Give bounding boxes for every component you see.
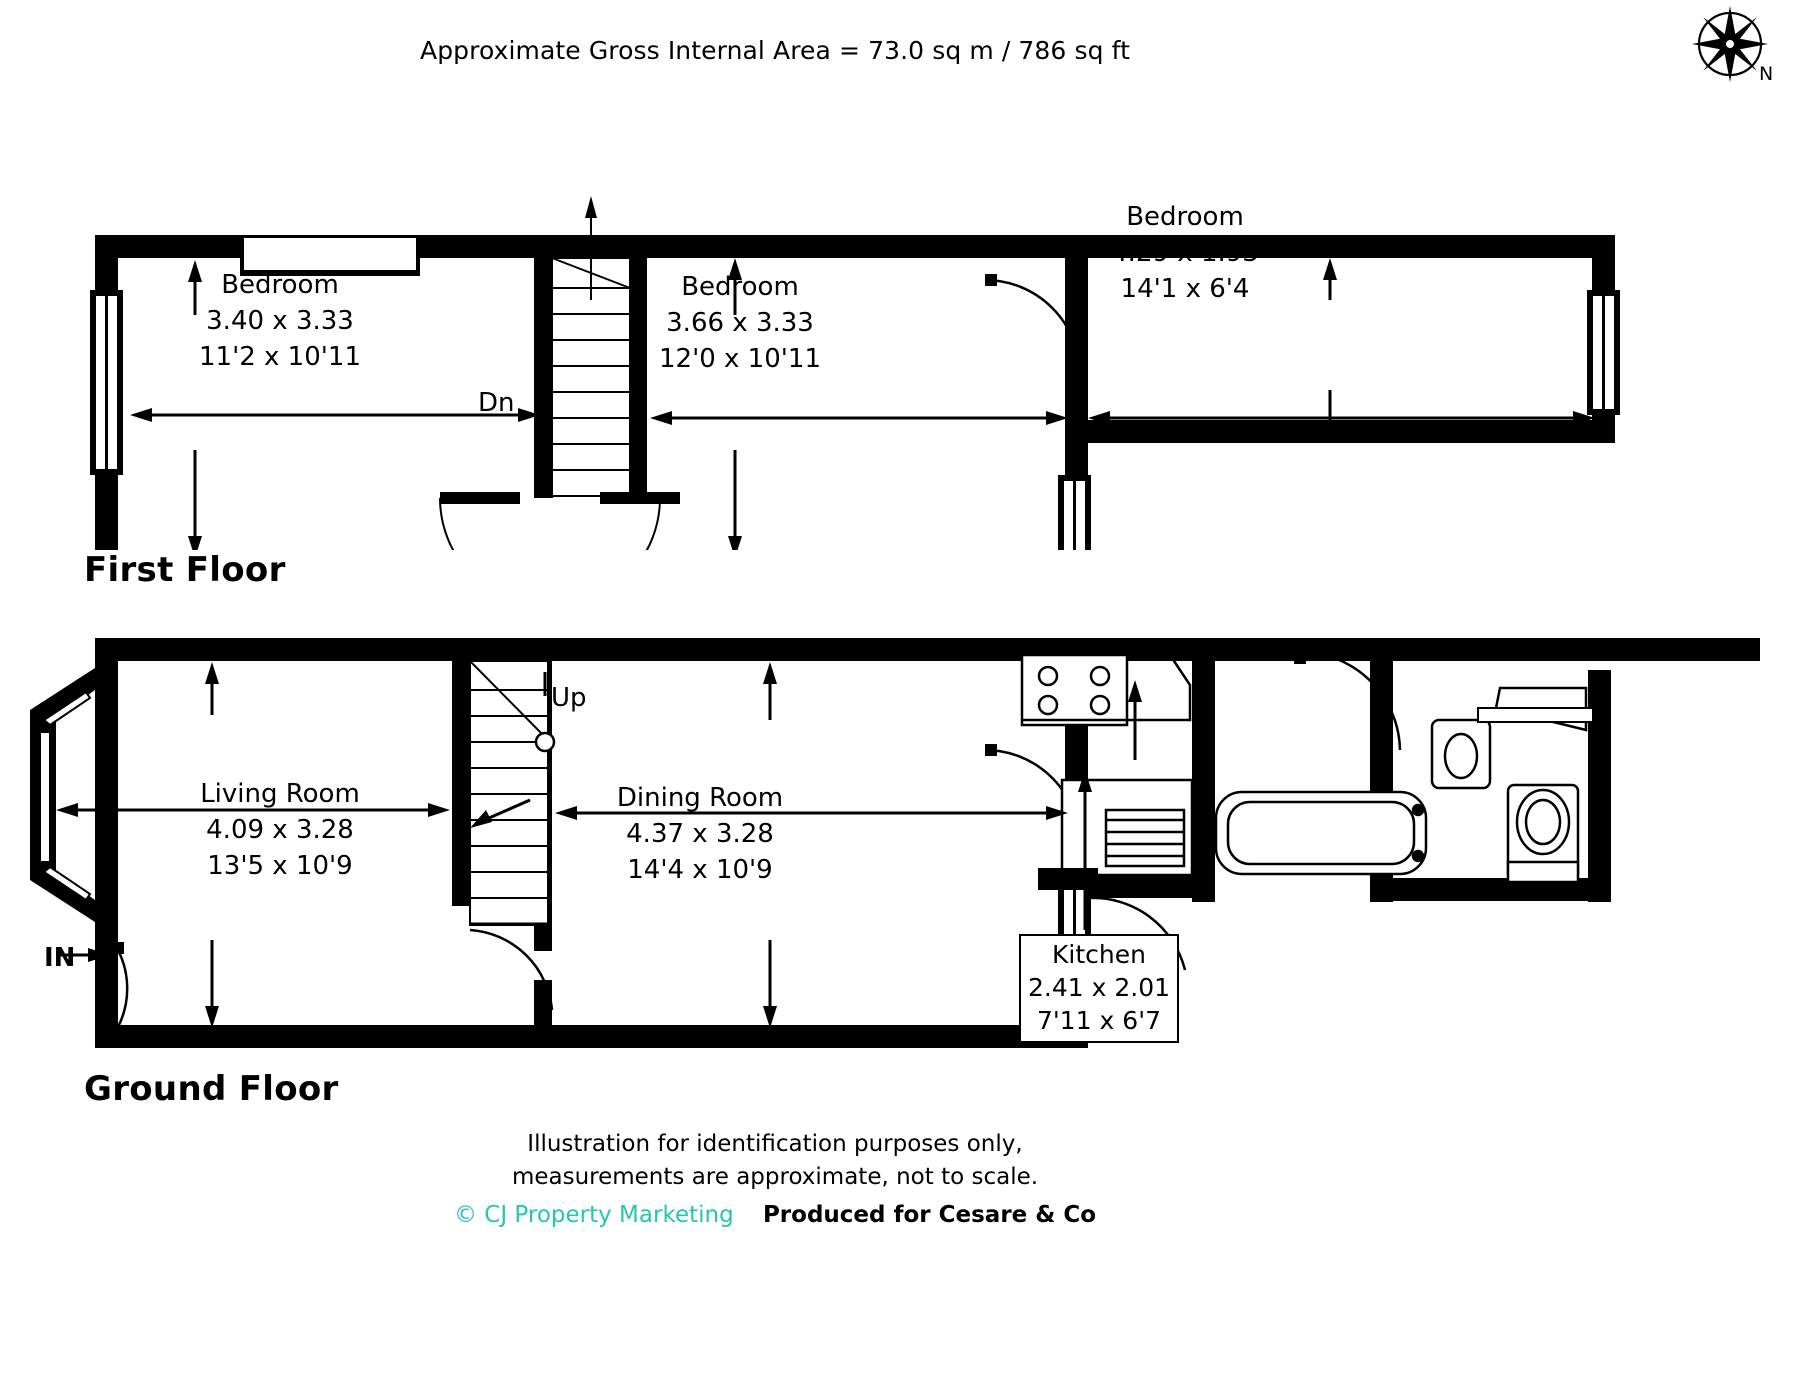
footer-produced-for: Produced for Cesare & Co bbox=[762, 1202, 1097, 1229]
room-dimensions-imperial: 12'0 x 10'11 bbox=[658, 343, 821, 374]
room-dimensions-imperial: 7'11 x 6'7 bbox=[1037, 1006, 1161, 1035]
room-label-kitchen bbox=[1019, 934, 1179, 1043]
compass-north-label: N bbox=[1759, 63, 1774, 85]
footer-credit bbox=[0, 1199, 1550, 1232]
room-name: Dining Room bbox=[616, 783, 784, 813]
room-label-bedroom-1 bbox=[130, 268, 430, 376]
room-name: Bedroom bbox=[1126, 202, 1244, 232]
gross-internal-area-text: Approximate Gross Internal Area = 73.0 sq m / 786 sq ft bbox=[420, 36, 1130, 65]
room-dimensions-metric: 3.66 x 3.33 bbox=[666, 307, 814, 338]
room-name: Kitchen bbox=[1052, 940, 1146, 969]
footer-line-2: measurements are approximate, not to scale. bbox=[511, 1163, 1039, 1190]
room-label-bedroom-2 bbox=[590, 270, 890, 378]
room-name: Bedroom bbox=[681, 272, 799, 302]
room-name: Living Room bbox=[200, 779, 360, 809]
room-dimensions-imperial: 13'5 x 10'9 bbox=[207, 850, 353, 881]
room-label-dining-room bbox=[550, 781, 850, 889]
room-dimensions-metric: 3.40 x 3.33 bbox=[206, 305, 354, 336]
room-label-bedroom-3 bbox=[1030, 200, 1340, 308]
floor-title-ground: Ground Floor bbox=[84, 1069, 339, 1109]
room-label-living-room bbox=[130, 777, 430, 885]
footer-line-1: Illustration for identification purposes only, bbox=[527, 1131, 1023, 1157]
stairs-direction-label-down: Dn bbox=[478, 388, 515, 418]
room-name: Bedroom bbox=[221, 270, 339, 300]
room-dimensions-metric: 4.09 x 3.28 bbox=[206, 814, 354, 845]
floor-title-first: First Floor bbox=[84, 550, 286, 590]
room-dimensions-metric: 2.41 x 2.01 bbox=[1027, 973, 1171, 1002]
footer-disclaimer bbox=[0, 1128, 1550, 1232]
room-dimensions-imperial: 11'2 x 10'11 bbox=[198, 341, 361, 372]
room-dimensions-metric: 4.29 x 1.93 bbox=[1111, 237, 1259, 268]
room-dimensions-metric: 4.37 x 3.28 bbox=[626, 818, 774, 849]
footer-copyright: © CJ Property Marketing bbox=[453, 1202, 734, 1229]
room-dimensions-imperial: 14'1 x 6'4 bbox=[1120, 273, 1250, 304]
stairs-direction-label-up: Up bbox=[551, 683, 587, 713]
entrance-label: IN bbox=[44, 943, 76, 973]
room-dimensions-imperial: 14'4 x 10'9 bbox=[627, 854, 773, 885]
